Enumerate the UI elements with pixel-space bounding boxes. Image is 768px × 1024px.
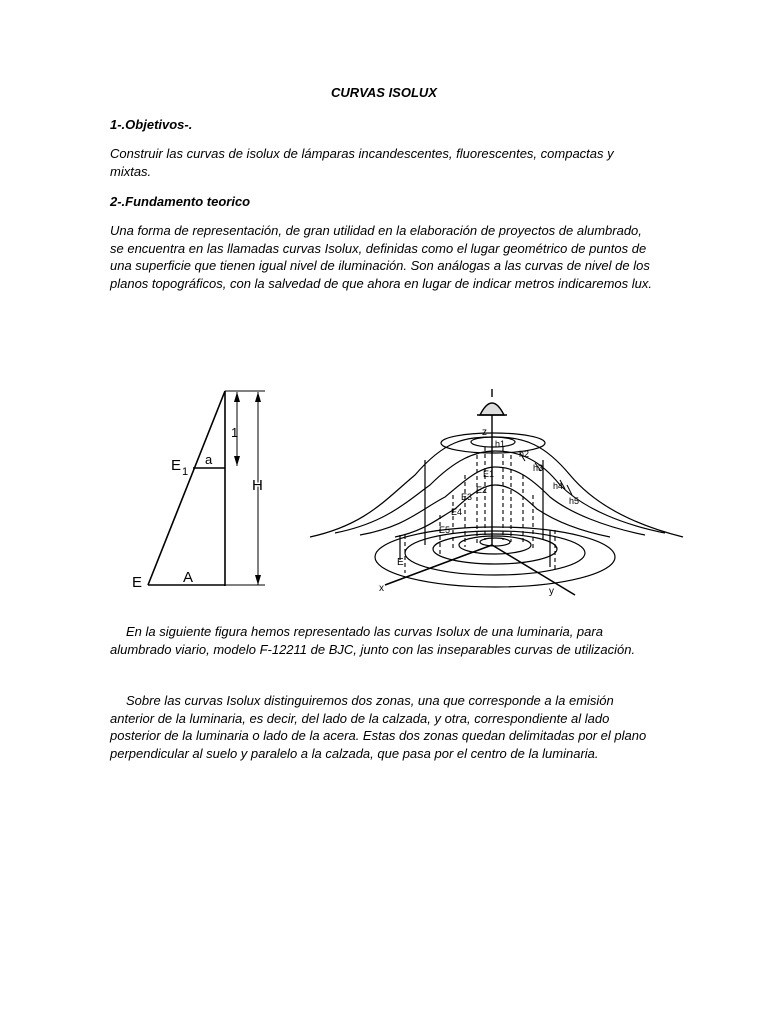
label-e4: E4 (451, 507, 463, 517)
label-e1: E (171, 457, 182, 474)
label-h1: h1 (495, 439, 506, 449)
section-heading-objetivos: 1-.Objetivos-. (110, 117, 193, 132)
figure-isolux-3d (305, 385, 685, 600)
label-y: y (549, 586, 554, 597)
label-h4: h4 (553, 481, 564, 491)
label-z: z (482, 427, 487, 438)
label-h: H (252, 477, 263, 494)
label-h2: h2 (519, 449, 530, 459)
fundamento-paragraph: Una forma de representación, de gran utilidad en la elaboración de proyectos de alumbrado, se encuentra en las llamadas curvas Isolux, definidas como el lugar geométrico de puntos de una superficie que tienen igual nivel de iluminación. Son análogas a las curvas de nivel de los planos topográficos, con la salvedad de que ahora en lugar de indicar metros indicaremos lux. (110, 223, 652, 291)
arrow-up-icon (255, 392, 261, 402)
document-title: CURVAS ISOLUX (331, 85, 437, 100)
zones-paragraph: Sobre las curvas Isolux distinguiremos dos zonas, una que corresponde a la emisión anterior de la luminaria, es decir, del lado de la calzada, y otra, correspondiente al lado posterior de la luminaria o lado de la acera. Estas dos zonas quedan delimitadas por el plano perpendicular al suelo y paralelo a la calzada, que pasa por el centro de la luminaria. (110, 693, 647, 761)
label-e5: E5 (439, 525, 451, 535)
label-e1: E1 (483, 469, 495, 479)
isolux-curve-4 (335, 451, 665, 533)
light-ray-line (148, 391, 225, 585)
arrow-up-icon (234, 392, 240, 402)
label-e: E (132, 574, 143, 591)
objetivos-paragraph: Construir las curvas de isolux de lámparas incandescentes, fluorescentes, compactas y mixtas. (110, 146, 614, 179)
isolux-curve-inner (471, 437, 515, 447)
label-a-big: A (183, 569, 194, 586)
isolux-curve-outer (310, 437, 683, 537)
label-h3: h3 (533, 463, 544, 473)
arrow-down-icon (234, 456, 240, 466)
label-e1-subscript: 1 (182, 466, 189, 478)
figure-isolux-triangle (125, 380, 285, 595)
label-x: x (379, 583, 384, 594)
figure-description-paragraph: En la siguiente figura hemos representado las curvas Isolux de una luminaria, para alumbrado viario, modelo F-12211 de BJC, junto con las inseparables curvas de utilización. (110, 624, 636, 657)
label-a-small: a (205, 452, 213, 467)
label-h5: h5 (569, 496, 580, 506)
label-1: 1 (231, 425, 239, 440)
label-e-ground: E (397, 557, 404, 568)
label-e3: E3 (461, 492, 473, 502)
arrow-down-icon (255, 575, 261, 585)
label-e2: E2 (476, 485, 488, 495)
ground-ring-2 (459, 536, 531, 554)
section-heading-fundamento: 2-.Fundamento teorico (110, 194, 251, 209)
